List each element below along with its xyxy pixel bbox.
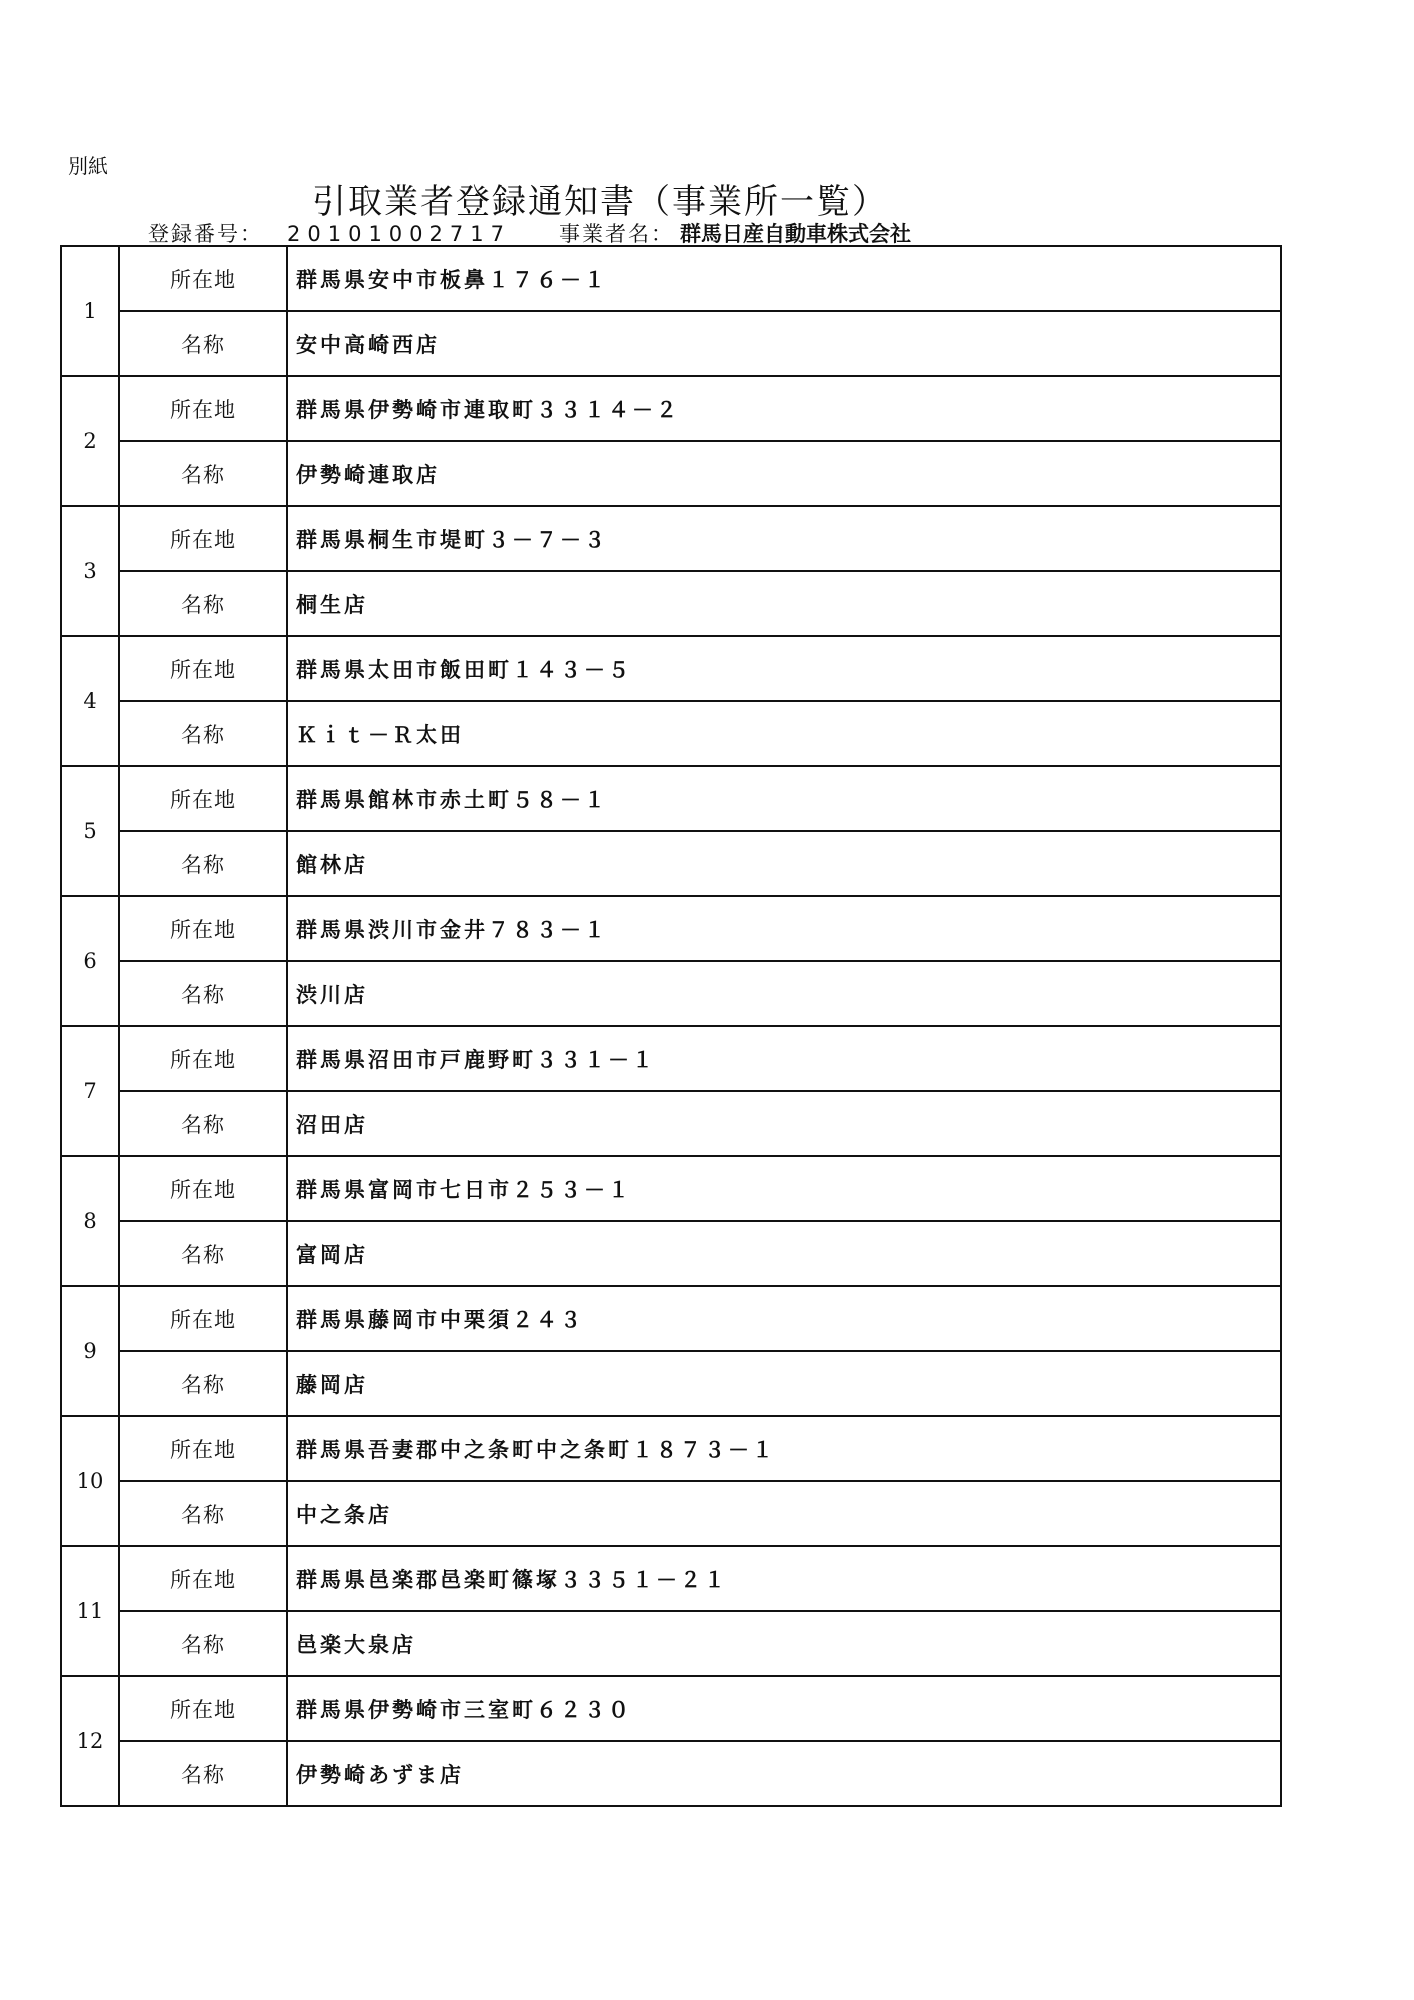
office-number: 11 [61, 1546, 119, 1676]
office-name-row [61, 571, 1281, 636]
office-number: 5 [61, 766, 119, 896]
office-address-row [61, 636, 1281, 701]
office-address: 群馬県伊勢崎市連取町３３１４－２ [287, 376, 1281, 441]
office-address: 群馬県吾妻郡中之条町中之条町１８７３－１ [287, 1416, 1281, 1481]
office-name-row [61, 831, 1281, 896]
office-name: 桐生店 [287, 571, 1281, 636]
office-address: 群馬県邑楽郡邑楽町篠塚３３５１－２１ [287, 1546, 1281, 1611]
office-number: 8 [61, 1156, 119, 1286]
office-number: 4 [61, 636, 119, 766]
office-name-row [61, 1481, 1281, 1546]
business-name: 群馬日産自動車株式会社 [679, 222, 911, 246]
name-label: 名称 [119, 1221, 287, 1286]
name-label: 名称 [119, 1351, 287, 1416]
business-label: 事業者名： [558, 222, 674, 246]
office-name: 中之条店 [287, 1481, 1281, 1546]
office-number: 7 [61, 1026, 119, 1156]
office-address-row [61, 1156, 1281, 1221]
office-number: 6 [61, 896, 119, 1026]
name-label: 名称 [119, 1481, 287, 1546]
office-address-row [61, 246, 1281, 311]
office-address: 群馬県藤岡市中栗須２４３ [287, 1286, 1281, 1351]
office-address-row [61, 1026, 1281, 1091]
office-address-row [61, 1676, 1281, 1741]
attachment-label: 別紙 [68, 154, 108, 178]
address-label: 所在地 [119, 1416, 287, 1481]
office-address-row [61, 896, 1281, 961]
address-label: 所在地 [119, 1286, 287, 1351]
registration-number: 20101002717 [287, 222, 511, 246]
address-label: 所在地 [119, 506, 287, 571]
office-address-row [61, 1546, 1281, 1611]
office-name-row [61, 1221, 1281, 1286]
address-label: 所在地 [119, 1156, 287, 1221]
office-address: 群馬県渋川市金井７８３－１ [287, 896, 1281, 961]
office-address: 群馬県富岡市七日市２５３－１ [287, 1156, 1281, 1221]
office-address: 群馬県沼田市戸鹿野町３３１－１ [287, 1026, 1281, 1091]
office-name-row [61, 1741, 1281, 1806]
office-number: 12 [61, 1676, 119, 1806]
office-name: 藤岡店 [287, 1351, 1281, 1416]
office-address-row [61, 1286, 1281, 1351]
office-address: 群馬県伊勢崎市三室町６２３０ [287, 1676, 1281, 1741]
office-address-row [61, 1416, 1281, 1481]
office-address: 群馬県桐生市堤町３－７－３ [287, 506, 1281, 571]
office-name: 伊勢崎連取店 [287, 441, 1281, 506]
office-name-row [61, 961, 1281, 1026]
name-label: 名称 [119, 441, 287, 506]
address-label: 所在地 [119, 376, 287, 441]
office-table-body [61, 246, 1281, 1806]
address-label: 所在地 [119, 1546, 287, 1611]
address-label: 所在地 [119, 1676, 287, 1741]
office-address: 群馬県館林市赤土町５８－１ [287, 766, 1281, 831]
name-label: 名称 [119, 701, 287, 766]
office-name: 渋川店 [287, 961, 1281, 1026]
registration-label: 登録番号： [148, 222, 263, 246]
office-name-row [61, 1091, 1281, 1156]
office-name: 伊勢崎あずま店 [287, 1741, 1281, 1806]
name-label: 名称 [119, 1611, 287, 1676]
office-name-row [61, 311, 1281, 376]
office-table [60, 245, 1282, 1807]
address-label: 所在地 [119, 896, 287, 961]
office-name: 安中高崎西店 [287, 311, 1281, 376]
office-address-row [61, 376, 1281, 441]
address-label: 所在地 [119, 636, 287, 701]
address-label: 所在地 [119, 766, 287, 831]
name-label: 名称 [119, 1741, 287, 1806]
office-name: 邑楽大泉店 [287, 1611, 1281, 1676]
registration-info [148, 218, 911, 248]
document-title: 引取業者登録通知書（事業所一覧） [312, 182, 888, 222]
office-address-row [61, 766, 1281, 831]
name-label: 名称 [119, 961, 287, 1026]
office-name: 沼田店 [287, 1091, 1281, 1156]
office-address: 群馬県太田市飯田町１４３－５ [287, 636, 1281, 701]
office-number: 9 [61, 1286, 119, 1416]
office-address: 群馬県安中市板鼻１７６－１ [287, 246, 1281, 311]
office-name: 館林店 [287, 831, 1281, 896]
office-name: 富岡店 [287, 1221, 1281, 1286]
address-label: 所在地 [119, 246, 287, 311]
office-name-row [61, 441, 1281, 506]
office-number: 2 [61, 376, 119, 506]
office-name-row [61, 1611, 1281, 1676]
office-number: 10 [61, 1416, 119, 1546]
name-label: 名称 [119, 311, 287, 376]
name-label: 名称 [119, 1091, 287, 1156]
address-label: 所在地 [119, 1026, 287, 1091]
office-number: 3 [61, 506, 119, 636]
office-address-row [61, 506, 1281, 571]
office-name-row [61, 701, 1281, 766]
office-name-row [61, 1351, 1281, 1416]
name-label: 名称 [119, 571, 287, 636]
office-name: Ｋｉｔ－Ｒ太田 [287, 701, 1281, 766]
office-number: 1 [61, 246, 119, 376]
name-label: 名称 [119, 831, 287, 896]
